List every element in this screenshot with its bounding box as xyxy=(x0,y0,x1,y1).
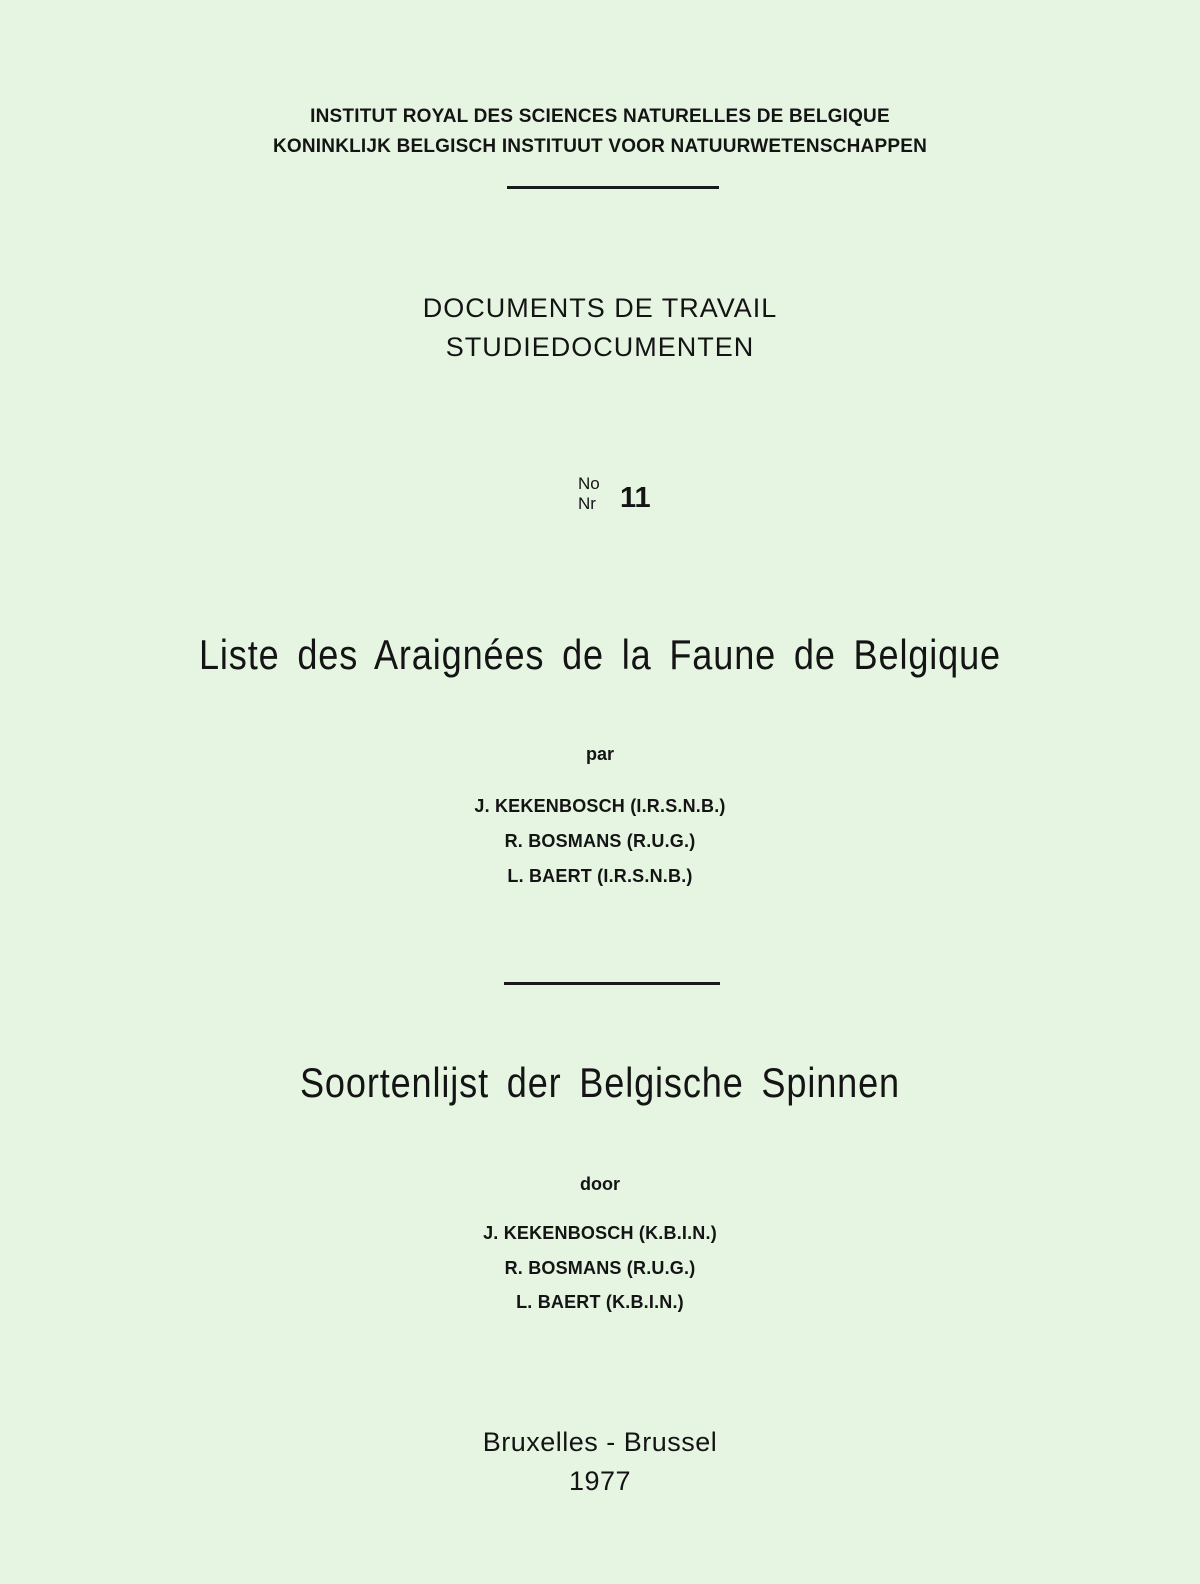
author-2-nl: R. BOSMANS (R.U.G.) xyxy=(504,1258,696,1278)
imprint-place: Bruxelles - Brussel xyxy=(482,1427,718,1457)
series-title-fr: DOCUMENTS DE TRAVAIL xyxy=(422,293,778,323)
issue-label-fr: No xyxy=(578,474,600,493)
author-3-fr: L. BAERT (I.R.S.N.B.) xyxy=(507,866,693,886)
series-title-nl: STUDIEDOCUMENTEN xyxy=(445,332,755,362)
author-1-fr: J. KEKENBOSCH (I.R.S.N.B.) xyxy=(474,796,726,816)
institute-name-nl: KONINKLIJK BELGISCH INSTITUUT VOOR NATUURWETENSCHAPPEN xyxy=(272,136,927,157)
byline-fr: par xyxy=(585,744,614,764)
issue-number-block xyxy=(578,475,658,523)
institute-name-fr: INSTITUT ROYAL DES SCIENCES NATURELLES DE BELGIQUE xyxy=(310,106,890,127)
author-2-fr: R. BOSMANS (R.U.G.) xyxy=(504,831,696,851)
header-divider xyxy=(507,186,719,189)
imprint-year: 1977 xyxy=(568,1466,632,1496)
byline-nl: door xyxy=(580,1174,620,1194)
section-divider xyxy=(504,982,720,985)
author-1-nl: J. KEKENBOSCH (K.B.I.N.) xyxy=(483,1223,717,1243)
issue-label-nl: Nr xyxy=(578,494,596,513)
title-fr: Liste des Araignées de la Faune de Belgique xyxy=(198,631,1002,678)
title-nl: Soortenlijst der Belgische Spinnen xyxy=(299,1059,901,1106)
author-3-nl: L. BAERT (K.B.I.N.) xyxy=(516,1292,684,1312)
issue-number: 11 xyxy=(620,482,651,514)
